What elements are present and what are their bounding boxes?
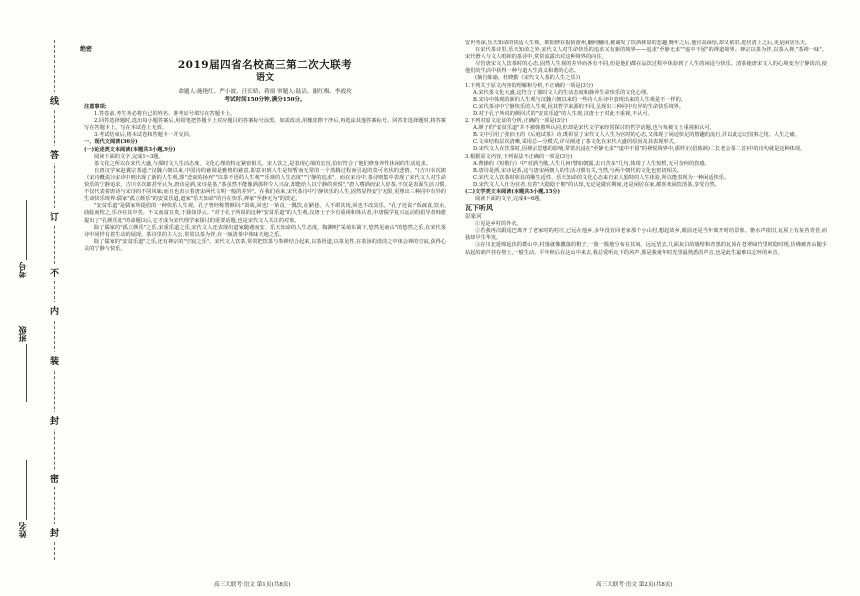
seal-mark: 内	[50, 302, 59, 319]
passage-paragraph: ②若我再次跟尾巴离开了老家时的村庄,已远在他乡,多年没有回老家那个小山村,想起故乡,眼前还是当年离开时的景象。檐水声依旧,瓦屋上有灰苔青苔,而我却早生华发。	[465, 228, 827, 242]
question-stem: 1.下列关于原文内容的理解和分析,不正确的一项是(3分)	[465, 82, 594, 89]
instruction: 阅读下面的文字,完成4~6题。	[475, 196, 545, 203]
instruction: 阅读下面的文字,完成1~3题。	[94, 153, 164, 160]
question-option: C.宋代茶诗中宁静快乐的人生观,因其哲学来源的不同,呈现出三种同中有异的生命快乐境界。	[473, 103, 685, 110]
seal-mark: 答	[50, 146, 59, 163]
right-column	[465, 40, 827, 574]
passage-paragraph: ①见是乡村的外衣。	[475, 221, 522, 228]
passage-paragraph: "安贫乐道"是儒家所提倡的一种快乐人生观。孔子曾经称赞颜回:"贤哉,回也!一箪食,一瓢饮,在陋巷。人不堪其忧,回也不改其乐。"孔子还说:"饭疏食,饮水,曲肱而枕之,乐亦在其中矣。不义而富且贵,于我如浮云。"对于孔子所说的这种"安贫乐道"的人生观,汉唐士子少有重视和体认者,中唐儒学复兴运动的倡导者韩愈提出了"孔颜乐处"的命题以后,它才成为宋代理学家探讨的重要话题,也是宋代文人关注的对象。	[84, 203, 446, 224]
passage-author: 彭家河	[465, 214, 482, 221]
notice-item: 1.答卷前,考生务必将自己的姓名、准考证号填写在答题卡上。	[94, 111, 236, 118]
notice-item: 3.考试结束后,将本试卷和答题卡一并交回。	[94, 132, 194, 139]
subsection-heading: (一)论述类文本阅读(本题共3小题,9分)	[84, 146, 176, 153]
field-banji-label: 班级	[17, 326, 27, 342]
page-footer-right: 高三大联考·语文 第2页(共8页)	[596, 582, 673, 588]
subsection-heading: (二)文学类文本阅读(本题共3小题,15分)	[465, 188, 561, 195]
field-kaohao-label: 考号	[17, 262, 27, 278]
question-option: A.曹操的《短歌行》中"对酒当歌,人生几何!譬如朝露,去日苦多"几句,体现了人生短暂,无可奈何的伤感。	[473, 160, 710, 167]
notice-item: 2.回答选择题时,选出每小题答案后,用铅笔把答题卡上对应题目的答案标号涂黑。如需改动,用橡皮擦干净后,再选涂其他答案标号。回答非选择题时,将答案写在答题卡上。写在本试卷上无效。	[84, 118, 446, 132]
secret-label: 绝密	[80, 46, 93, 53]
seal-mark: 不	[50, 264, 59, 281]
field-xingming-label: 姓名	[17, 522, 27, 538]
seal-mark: 封	[50, 412, 59, 429]
passage-title: 瓦下听风	[465, 203, 493, 213]
question-option: D.对于孔子所说的颜回式的"安贫乐道"的人生观,汉唐士子对此不重视,不认可。	[473, 110, 653, 117]
passage-paragraph: 尽管唐宋文人饮茶时的心态,固然人生观的差异而各有不同,但是他们都在品饮过程中体验到了人生的闲适与快乐。清茶使唐宋文人的心境变为宁静淡泊,使他们的生活中获得一种与道大生真义和谐的心态。	[465, 61, 827, 75]
passage-paragraph: 茶文化之所以在宋代大盛,与那时文人生活态度、文化心理的特定紧密相关。宋人饮之,是表现心境的宏旨,恰好符合了他们修身养性休闲的生活追求。	[94, 160, 431, 167]
question-option: A.宋代茶文化大盛,这符合了那时文人的生活态度和静养生命快乐的文化心理。	[473, 89, 652, 96]
question-option: B.唐诗是酒,宋诗是茶,这与唐宋两朝人的生活习惯有关,当然,与两个朝代的文化也密切相关。	[473, 167, 683, 174]
seal-mark: 装	[50, 352, 59, 369]
question-option: C.文章结构层次清晰,采用总—分模式,详尽阐述了茶文化在宋代大盛的原因及其表现形式。	[473, 139, 679, 146]
time-note: 考试时间150分钟,满分150分。	[224, 97, 306, 103]
question-option: C.宋代文人饮茶时彰显的顺生适性、乐天知命的文化心态来自宋人独特的人生体验,所以能表现为一种闲适快乐。	[473, 174, 730, 181]
question-option: B.宋诗中体现的新的人生观与汉魏六朝以来的一些诗人在诗中表现出来的人生观是不一样的。	[473, 96, 686, 103]
field-xingming-line	[26, 460, 27, 520]
field-banji-line	[26, 344, 27, 402]
exam-subject: 语文	[255, 73, 274, 83]
question-option: D.宋代文人人仕为官者,有着"大隐隐于朝"的认知,无论是做官期间,还是闲居在家,都喜欢闲饮清茶,享受自然。	[473, 181, 720, 188]
notice-heading: 注意事项:	[84, 104, 107, 110]
exam-title: 2019届四省名校高三第二次大联考	[177, 59, 353, 71]
passage-paragraph: 自唐汉学家赵翼宗茶道:"汉魏六朝以来,中国诗的慈调是雅格的慈意,即意识到人生是短暂而无常的一个蒸腾过程而引起的莫可名状的悲情。"(吉川幸次郎《宋诗概说》)宋诗中则出现了新的人生观,即"悲衰的扬弃""以茶不语的人生观""乐观的人生态度""宁静的追求"。而在宋诗中,茶诗则集中表现了宋代文人对生命快乐的宁静追求。吉川幸次郎甚至认为,唐诗是酒,宋诗是茶,"茶虽然不能像酒那样令人兴奋,却能给人以宁静的喜悦","唐人嗜酒而宋人好茶,不仅是表面生活习惯,不仅代表着唐诗与宋诗的不同风味;而且也表示着唐宋两代文明一般的差异"。在我们看来,宋代茶诗中宁静快乐的人生,固然显得安宁无限,更理出三种同中有异的生命快乐境界:儒家"孤立颜乐"的安贫乐道,道家"乐天知命"的自在快乐,禅家"至静无为"的淡定。	[84, 167, 446, 203]
seal-mark: 线	[50, 92, 59, 109]
passage-source: (摘自陈瑜、杜晓勤《宋代文人茶的人生之乐》)	[475, 75, 581, 82]
page-footer-left: 高三大联考·语文 第1页(共8页)	[214, 582, 291, 588]
section-heading: 一、现代文阅读(36分)	[84, 139, 138, 146]
binding-margin	[0, 0, 68, 596]
question-stem: 2.下列对原文论证的分析,正确的一项是(3分)	[465, 118, 568, 125]
passage-paragraph: ③在川北延绵起伏的群山中,村落就像撒落的棋子,一簇一簇地分布在其间。远远望去,几面灰白的墙壁和青黑的瓦顶在苍翠绿竹里时隐时现,仿佛被青山随手拈起的葫芦挂在壁上,一般生动。平年秋后在这山中来去,我总爱听瓦下的风声,那是我童年时光里最熟悉的声音,也是此生最难以忘怀的乡音。	[465, 242, 827, 256]
passage-paragraph: 除了儒家的"孤立颜乐"之乐,宋重乐道之乐,宋代文人还表现出道家随遇而安、乐天知命的人生态度。陶渊明"采菊东篱下,悠然见南山"的悠然之乐,在宋代茶诗中同样有着生动的展现。茶诗里的主人公,常常以茶为伴,在一瓯清茶中体味天地之乐。	[84, 224, 446, 238]
seal-mark: 密	[50, 470, 59, 487]
field-kaohao-line	[26, 200, 27, 260]
authors-line: 命题人:施艳红、严小波、汪长娇、蒋窗 审题人:陆洁、谢红梅、李霞玫	[178, 89, 352, 95]
question-option: D.宋代文人在饮茶时,因禅宗思想的影响,常常沉浸在"至静无求""虚中不留"的禅悦境界中,那样正(招致祸)二长老会茶二首)中的诗句就是这种体现。	[473, 146, 806, 153]
passage-paragraph: 除了儒家的"安贫乐道"之乐,还有禅宗的"空寂之乐"。宋代文人饮茶,常常把饮茶与参禅结合起来,以茶悟道,以茶见性,在茶汤的清淡之中体会禅的空寂,获得心灵的宁静与快乐。	[84, 238, 446, 252]
question-option: A.颜子的"安贫乐道"并不被韩愈所认同,但却是宋代文学家经常探讨的哲学话题,也与每被文士重视和认可。	[473, 125, 715, 132]
passage-paragraph: 安世务深,乐天知命的快适人生观。欧阳修在报宿游州,翻何翻同,被谪发了饮酒林泉的悲趣,晚年之后,他官高禄厚,却又依旧,进居清上之后,更是闲居乐天。	[465, 40, 811, 46]
question-stem: 3.根据原文内容,下列说法不正确的一项是(3分)	[465, 153, 573, 160]
question-option: B.文中引用了张佰玉的《后庭试茶》诗,既彰显了宋代文人人生为官时的心态,又体现了闲适快足的情趣的流行,并以此忘记国事之忧、人生之痛。	[473, 132, 800, 139]
seal-mark: 订	[50, 208, 59, 225]
passage-paragraph: 在宋代茶诗里,乐天知命之外,宋代文人对生命快乐的追求又有新的境界——追求"至静无求""虚中不留"的禅道境界。禅宗以茶为伴,以茶入禅,"茶禅一味"。宋代僧人与文人唱和的茶诗中,常常流露出对这种境界的向往。	[465, 47, 827, 61]
left-column	[84, 40, 446, 574]
seal-mark: 封	[50, 524, 59, 541]
